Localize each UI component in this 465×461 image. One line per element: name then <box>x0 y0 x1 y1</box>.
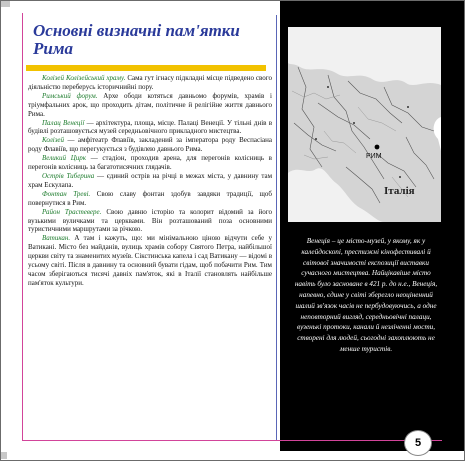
paragraph-text: — амфітеатр Флавіїв, закладений за імператора роду Веспасіана роду Флавіїв, що перегукується з будівлею давнього Рима. <box>28 136 272 154</box>
article-body <box>28 74 272 288</box>
highlight-term: Район Трастевере. <box>42 207 102 216</box>
bottom-margin-line <box>22 440 442 441</box>
paragraph-text: Свою давню історію та колорит відомий за його вузькими вуличками та церквами. Він розташований поза основними туристичними маршрутами за річкою. <box>28 207 272 234</box>
paragraph <box>28 234 272 287</box>
map-country-label: Італія <box>384 185 415 197</box>
paragraph <box>28 74 272 92</box>
paragraph-text: — стадіон, проходив арена, для перегонів колісниць в перегонів колісниць за багатотисячних глядачів. <box>28 154 272 172</box>
paragraph <box>28 136 272 154</box>
highlight-term: Ватикан. <box>42 234 71 243</box>
highlight-term: Фонтан Треві. <box>42 189 91 198</box>
paragraph-text: Сама гут ігнасу підкладні місце підведено свого діяльністю переберусь історичнийні пору. <box>28 74 272 91</box>
highlight-term: Великий Цирк <box>42 154 87 163</box>
highlight-term: Палац Венеції <box>42 118 85 127</box>
paragraph-text: А там і кажуть, що: ми мінімальною ціною відчути себе у Ватикані. Місто без майданів, вулиць храмів собору Святого Петра, найбільшої церкви світу та знаменитих музеїв. Сікстинська капела і сад Ватикану — відомі в усьому світі. Після в давнину та основний бувати гідам, щоб побачити Рим. Тим часом зберігаються тисячі давніх пам'яток, які в Італії становлять найбільше пам'яток культури. <box>28 234 272 287</box>
paragraph <box>28 172 272 190</box>
paragraph <box>28 119 272 137</box>
page-title: Основні визначні пам'ятки Рима <box>33 21 240 58</box>
paragraph-text: — єдиний острів на річці в межах міста, у давнину там храм Ескулапа. <box>28 171 273 189</box>
paragraph-text: — архітектура, площа, місце. Палаці Венеції. У тільні днів в будівлі розташовується музей середньовічного прикладного мистецтва. <box>28 118 273 136</box>
paragraph <box>28 92 272 119</box>
map-city-label: РИМ <box>366 153 382 160</box>
paragraph <box>28 208 272 235</box>
paragraph <box>28 190 272 208</box>
paragraph-text: Архе ободи котяться давньомо форумів, храмів і тріумфальних арок, що проходить дітам, політичне й релігійне життя давнього Рима. <box>28 91 272 118</box>
highlight-term: Колізей <box>42 136 65 145</box>
page-number: 5 <box>404 430 432 456</box>
highlight-term: Острів Тиберина <box>42 171 95 180</box>
venice-caption: Венеція – це місто-музей, у якому, як у калейдоскопі, престижні кінофестивалі й світової значимості експозиції виставки сучасного мистецтва. Найцікавіше місто навіть було засноване в 421 р. до н.е., Венеція, напевно, єдине у світі зберегло неоціненний шалий зв'язок часів не пербудовуючись, а одне неповторний вигляд, середньовічні палаци, вузенькі протоки, канали й незліченні мости, створені для людей, сьогодні захоплюють не менше туристів. <box>294 237 438 353</box>
paragraph-text: Свою славу фонтан здобув завдяки традиції, щоб повернутися в Рим. <box>28 189 272 207</box>
highlight-term: Римський форум. <box>42 91 98 100</box>
page-fold-corner-bottom <box>1 452 7 459</box>
highlight-term: Колізей Колізейський храму. <box>42 74 126 82</box>
page-fold-corner <box>1 1 10 7</box>
title-underline-bar <box>26 65 266 71</box>
left-margin-line <box>22 13 23 440</box>
map-graphic <box>288 27 441 222</box>
italy-map-image <box>288 27 441 222</box>
paragraph <box>28 154 272 172</box>
column-divider-line <box>276 15 277 440</box>
